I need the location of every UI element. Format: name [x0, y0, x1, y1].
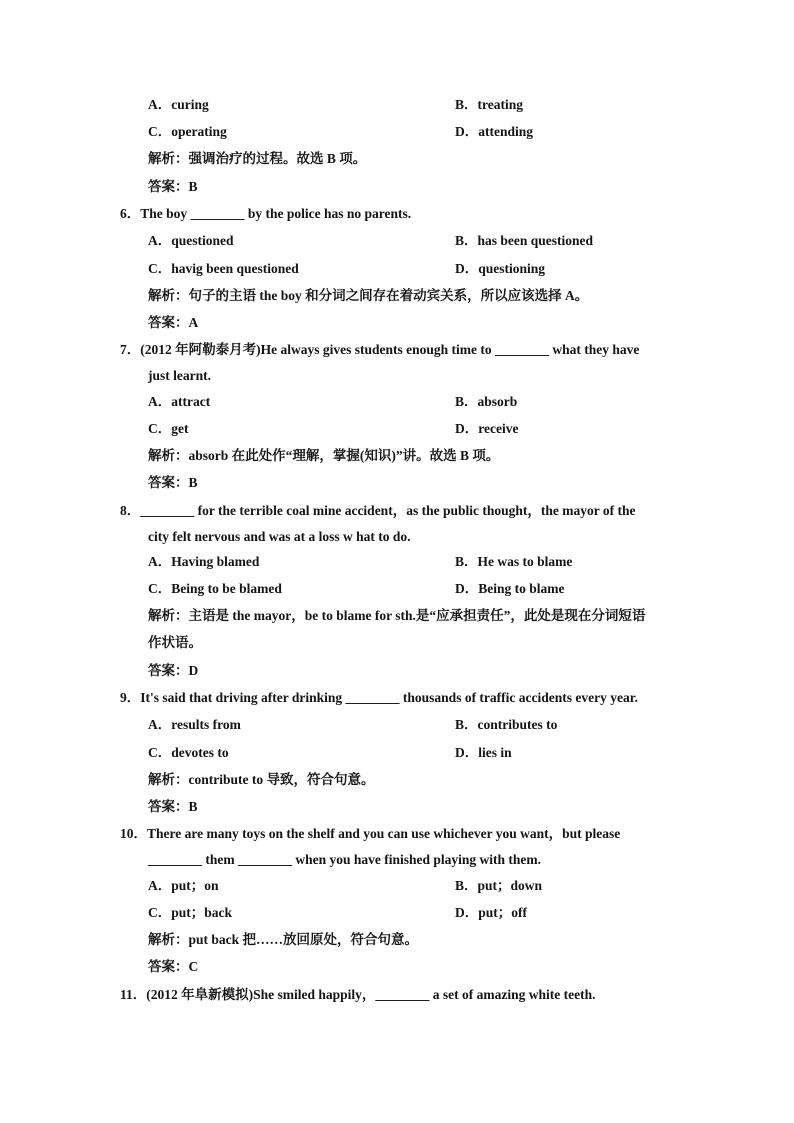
option-a: A．Having blamed	[148, 554, 260, 569]
option-d: D．attending	[455, 124, 534, 139]
option-c: C．Being to be blamed	[148, 581, 282, 596]
option-d: D．put；off	[455, 905, 528, 920]
analysis-line: 解析：主语是 the mayor，be to blame for sth.是“应承担责任”，此处是现在分词短语	[148, 608, 646, 623]
question-stem-line: city felt nervous and was at a loss w hat to do.	[148, 529, 411, 544]
analysis-line: 解析：句子的主语 the boy 和分词之间存在着动宾关系，所以应该选择 A。	[148, 288, 589, 303]
answer-line: 答案：D	[148, 663, 199, 678]
option-c: C．havig been questioned	[148, 261, 299, 276]
option-b: B．contributes to	[455, 717, 558, 732]
analysis-line: 解析：put back 把……放回原处，符合句意。	[148, 932, 419, 947]
option-a: A．results from	[148, 717, 241, 732]
answer-line: 答案：C	[148, 959, 199, 974]
answer-line: 答案：B	[148, 179, 198, 194]
option-a: A．questioned	[148, 233, 234, 248]
question-stem-line: just learnt.	[148, 368, 211, 383]
question-stem-line: 8．________ for the terrible coal mine accident，as the public thought，the mayor of the	[120, 503, 636, 518]
option-d: D．receive	[455, 421, 519, 436]
analysis-line: 解析：absorb 在此处作“理解，掌握(知识)”讲。故选 B 项。	[148, 448, 500, 463]
analysis-line: 解析：contribute to 导致，符合句意。	[148, 772, 375, 787]
analysis-line: 作状语。	[148, 635, 202, 650]
option-b: B．He was to blame	[455, 554, 573, 569]
question-stem-line: 6．The boy ________ by the police has no parents.	[120, 206, 412, 221]
answer-line: 答案：B	[148, 475, 198, 490]
option-d: D．questioning	[455, 261, 546, 276]
option-c: C．put；back	[148, 905, 233, 920]
question-stem-line: 11．(2012 年阜新模拟)She smiled happily，________ a set of amazing white teeth.	[120, 987, 596, 1002]
option-d: D．lies in	[455, 745, 512, 760]
analysis-line: 解析：强调治疗的过程。故选 B 项。	[148, 151, 367, 166]
option-b: B．treating	[455, 97, 523, 112]
question-stem-line: 9．It's said that driving after drinking ________ thousands of traffic accidents every year.	[120, 690, 638, 705]
question-stem-line: 7．(2012 年阿勒泰月考)He always gives students enough time to ________ what they have	[120, 342, 640, 357]
option-d: D．Being to blame	[455, 581, 565, 596]
option-c: C．devotes to	[148, 745, 229, 760]
option-a: A．attract	[148, 394, 211, 409]
answer-line: 答案：B	[148, 799, 198, 814]
question-stem-line: 10．There are many toys on the shelf and you can use whichever you want，but please	[120, 826, 621, 841]
option-c: C．operating	[148, 124, 227, 139]
option-b: B．has been questioned	[455, 233, 594, 248]
option-a: A．curing	[148, 97, 209, 112]
option-b: B．put；down	[455, 878, 543, 893]
question-stem-line: ________ them ________ when you have finished playing with them.	[148, 852, 542, 867]
answer-line: 答案：A	[148, 315, 199, 330]
option-a: A．put；on	[148, 878, 219, 893]
option-b: B．absorb	[455, 394, 518, 409]
option-c: C．get	[148, 421, 189, 436]
